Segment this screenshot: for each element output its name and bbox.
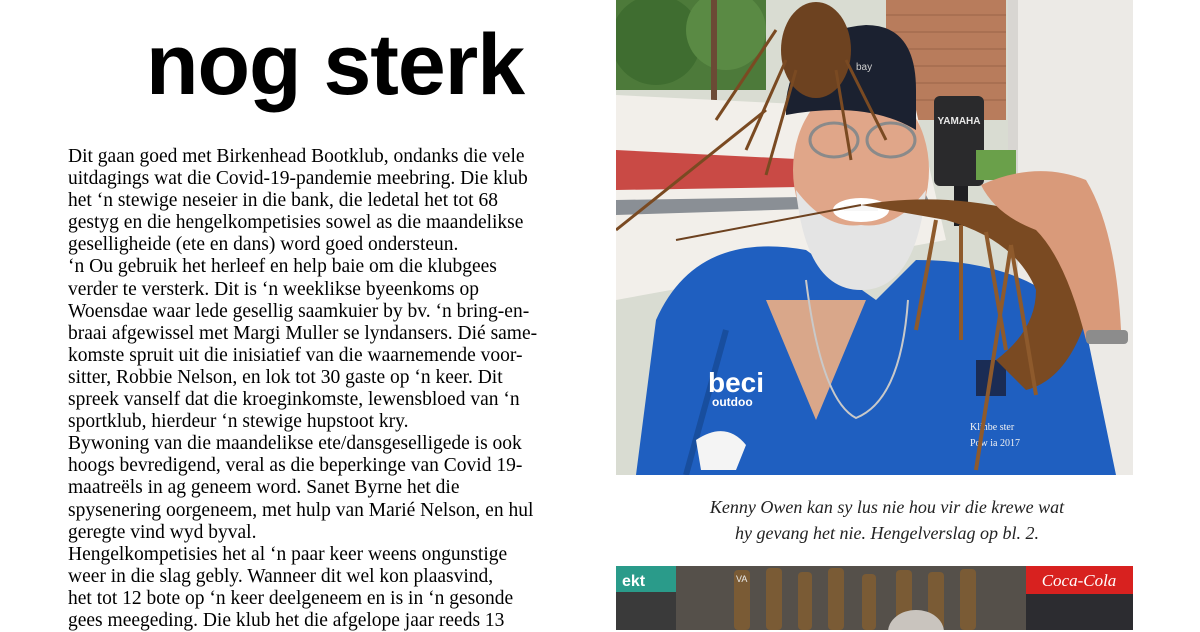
cap-text: bay: [856, 62, 873, 73]
photo-bar-scene: [616, 566, 1133, 630]
caption-line: hy gevang het nie. Hengelverslag op bl. 2.: [735, 523, 1039, 543]
shirt-badge-line1: Klinbe ster: [970, 422, 1015, 433]
coca-cola-sign: Coca-Cola: [1041, 571, 1117, 590]
motor-brand: YAMAHA: [937, 116, 981, 127]
photo-caption: [616, 494, 1158, 546]
article-body: [68, 146, 588, 632]
article-paragraph: Bywoning van die maandelikse ete/dansgeselligede is ook hoogs bevredigend, veral as die beperkinge van Covid 19- maatreëls in ag geneem word. Sanet Byrne het die spysenering oorgeneem, met hulp van Marié Nelson, en hul geregte vind wyd byval.: [68, 433, 534, 543]
caption-line: Kenny Owen kan sy lus nie hou vir die krewe wat: [709, 497, 1065, 517]
article-paragraph: ‘n Ou gebruik het herleef en help baie om die klubgees verder te versterk. Dit is ‘n weeklikse byeenkoms op Woensdae waar lede gesellig saamkuier by bv. ‘n bring-en- braai afgewissel met Margi Muller se lyndansers. Dié same- komste spruit uit die inisiatief van die waarnemende voor- sitter, Robbie Nelson, en lok tot 30 gaste op ‘n keer. Dit spreek vanself dat die kroeginkomste, lewensbloed van ‘n sportklub, hierdeur ‘n stewige hupstoot kry.: [68, 256, 538, 433]
article-headline: nog sterk: [145, 17, 525, 113]
shirt-badge-line2: Pow ia 2017: [970, 438, 1020, 449]
bar-sign-left: ekt: [622, 573, 646, 590]
photo-man-with-crayfish: [616, 0, 1133, 475]
shirt-logo: beci: [708, 367, 765, 398]
shirt-logo-sub: outdoo: [712, 395, 753, 409]
article-paragraph: Dit gaan goed met Birkenhead Bootklub, ondanks die vele uitdagings wat die Covid-19-pandemie meebring. Die klub het ‘n stewige neseier in die bank, die ledetal het tot 68 gestyg en die hengelkompetisies sowel as die maandelikse geselligheide (ete en dans) word goed ondersteun.: [68, 146, 528, 256]
bottle-label: VA: [736, 574, 748, 584]
photo-illustration: [616, 566, 1133, 630]
photo-illustration: [616, 0, 1133, 475]
article-paragraph: Hengelkompetisies het al ‘n paar keer weens ongunstige weer in die slag gebly. Wanneer dit wel kon plaasvind, het tot 12 bote op ‘n keer deelgeneem en is in ‘n gesonde gees meegeding. Die klub het die afgelope jaar reeds 13: [68, 543, 514, 631]
